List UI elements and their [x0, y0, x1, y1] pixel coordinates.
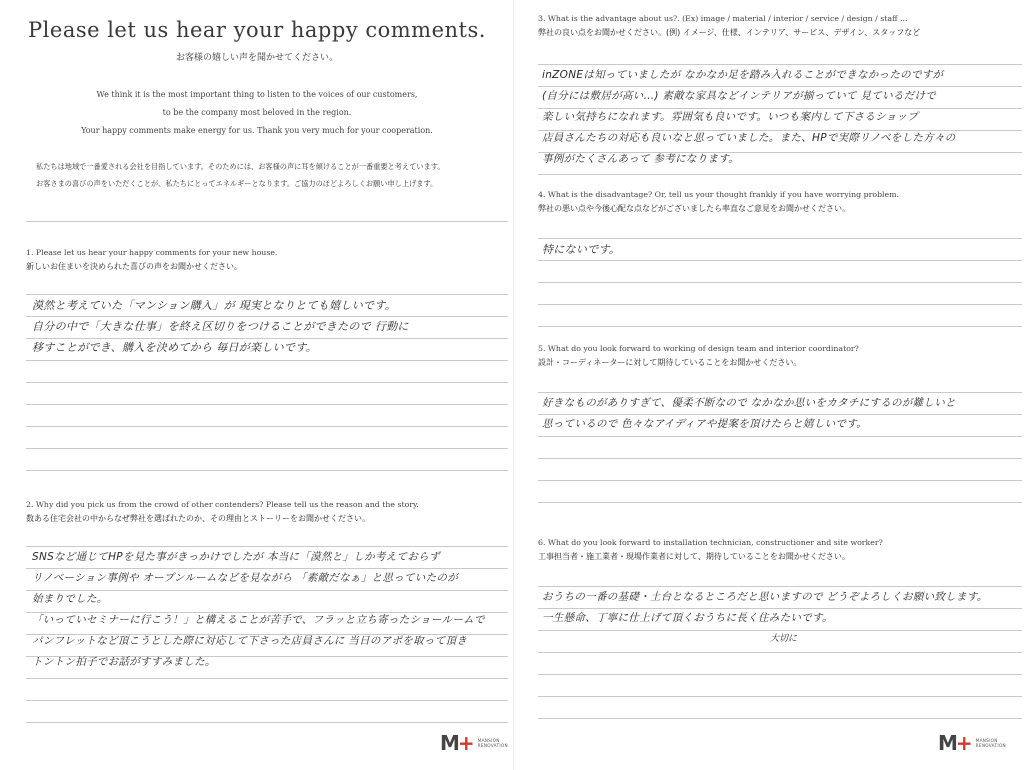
answer-3: [542, 65, 956, 170]
answer-line: 特にないです。: [542, 243, 621, 256]
answer-line: トントン拍子でお話がすすみました。: [32, 656, 216, 668]
question-3: [538, 14, 920, 38]
logo-line-2: RENOVATION: [975, 743, 1006, 748]
answer-line: 好きなものがありすぎて、優柔不断なので なかなか思いをカタチにするのが難しいと: [542, 397, 956, 409]
answer-line: 始まりでした。: [32, 593, 108, 605]
answer-line: inZONEは知っていましたが なかなか足を踏み入れることができなかったのですが: [542, 69, 944, 81]
question-1-japanese: 新しいお住まいを決められた喜びの声をお聞かせください。: [26, 262, 242, 271]
question-5-japanese: 設計・コーディネーターに対して期待していることをお聞かせください。: [538, 358, 802, 367]
question-4-english: 4. What is the disadvantage? Or, tell us your thought frankly if you have worrying problem.: [538, 190, 900, 199]
question-1: [26, 248, 277, 272]
question-5-english: 5. What do you look forward to working of design team and interior coordinator?: [538, 344, 859, 353]
answer-line: 漠然と考えていた「マンション購入」が 現実となりとても嬉しいです。: [32, 299, 397, 312]
question-2-english: 2. Why did you pick us from the crowd of other contenders? Please tell us the reason and the story.: [26, 500, 419, 509]
answer-line: 移すことができ、購入を決めてから 毎日が楽しいです。: [32, 341, 317, 354]
logo-line-1: MANSION: [975, 738, 998, 743]
logo-line-1: MANSION: [477, 738, 500, 743]
question-2-japanese: 数ある住宅会社の中からなぜ弊社を選ばれたのか、その理由とストーリーをお聞かせください。: [26, 514, 370, 523]
answer-line: 事例がたくさんあって 参考になります。: [542, 153, 740, 165]
intro-en-line: to be the company most beloved in the region.: [162, 108, 352, 117]
question-4-japanese: 弊社の悪い点や今後心配な点などがございましたら率直なご意見をお聞かせください。: [538, 204, 850, 213]
answer-5: [542, 393, 956, 435]
question-3-english: 3. What is the advantage about us?. (Ex) image / material / interior / service / design / staff ...: [538, 14, 908, 23]
rule-line: [26, 221, 508, 222]
question-6: [538, 538, 883, 562]
question-6-japanese: 工事担当者・施工業者・現場作業者に対して、期待していることをお聞かせください。: [538, 552, 850, 561]
answer-line: リノベーション事例や オープンルームなどを見ながら 「素敵だなぁ」と思っていたのが: [32, 572, 459, 584]
answer-6-insertion-note: 大切に: [770, 634, 798, 644]
intro-en-line: Your happy comments make energy for us. Thank you very much for your cooperation.: [81, 126, 433, 135]
answer-line: パンフレットなど頂こうとした際に対応して下さった店員さんに 当日のアポを取って頂き: [32, 635, 468, 647]
logo-mark: M: [938, 731, 958, 755]
right-page: [514, 0, 1028, 770]
logo-line-2: RENOVATION: [477, 743, 508, 748]
answer-6: [542, 587, 988, 629]
logo-plus: +: [457, 731, 475, 755]
intro-japanese: [36, 158, 496, 192]
answer-4: [542, 239, 620, 260]
brand-logo: [938, 732, 1006, 754]
intro-en-line: We think it is the most important thing to listen to the voices of our customers,: [96, 90, 418, 99]
intro-jp-line: お客さまの喜びの声をいただくことが、私たちにとってエネルギーとなります。ご協力のほどよろしくお願い申し上げます。: [36, 179, 438, 188]
logo-mark: M: [440, 731, 460, 755]
page-title: Please let us hear your happy comments.: [28, 18, 486, 42]
question-5: [538, 344, 859, 368]
question-3-japanese: 弊社の良い点をお聞かせください。(例) イメージ、仕様、インテリア、サービス、デザイン、スタッフなど: [538, 28, 921, 37]
answer-line: 思っているので 色々なアイディアや提案を頂けたらと嬉しいです。: [542, 418, 868, 430]
answer-line: 店員さんたちの対応も良いなと思っていました。また、HPで実際リノベをした方々の: [542, 132, 956, 144]
logo-text: [478, 738, 508, 748]
answer-1: [32, 295, 409, 358]
page-subtitle: お客様の嬉しい声を聞かせてください。: [175, 53, 338, 63]
intro-jp-line: 私たちは地域で一番愛される会社を目指しています。そのためには、お客様の声に耳を傾けることが一番重要と考えています。: [36, 162, 445, 171]
answer-line: 自分の中で「大きな仕事」を終え区切りをつけることができたので 行動に: [32, 320, 409, 333]
answer-line: 一生懸命、丁寧に仕上げて頂くおうちに長く住みたいです。: [542, 612, 833, 624]
answer-line: 楽しい気持ちになれます。雰囲気も良いです。いつも案内して下さるショップ: [542, 111, 919, 123]
answer-2: [32, 547, 485, 673]
question-1-english: 1. Please let us hear your happy comments for your new house.: [26, 248, 278, 257]
intro-english: [0, 86, 514, 140]
question-4: [538, 190, 899, 214]
answer-line: 「いっていセミナーに行こう！」と構えることが苦手で、フラッと立ち寄ったショールームで: [32, 614, 485, 626]
answer-line: おうちの一番の基礎・土台となるところだと思いますので どうぞよろしくお願い致します。: [542, 591, 988, 603]
brand-logo: [440, 732, 508, 754]
logo-text: [976, 738, 1006, 748]
answer-line: SNSなど通じてHPを見た事がきっかけでしたが 本当に「漠然と」しか考えておらず: [32, 551, 440, 563]
question-2: [26, 500, 419, 524]
answer-line: (自分には敷居が高い…) 素敵な家具などインテリアが揃っていて 見ているだけで: [542, 90, 937, 102]
logo-plus: +: [955, 731, 973, 755]
question-6-english: 6. What do you look forward to installation technician, constructioner and site worker?: [538, 538, 883, 547]
